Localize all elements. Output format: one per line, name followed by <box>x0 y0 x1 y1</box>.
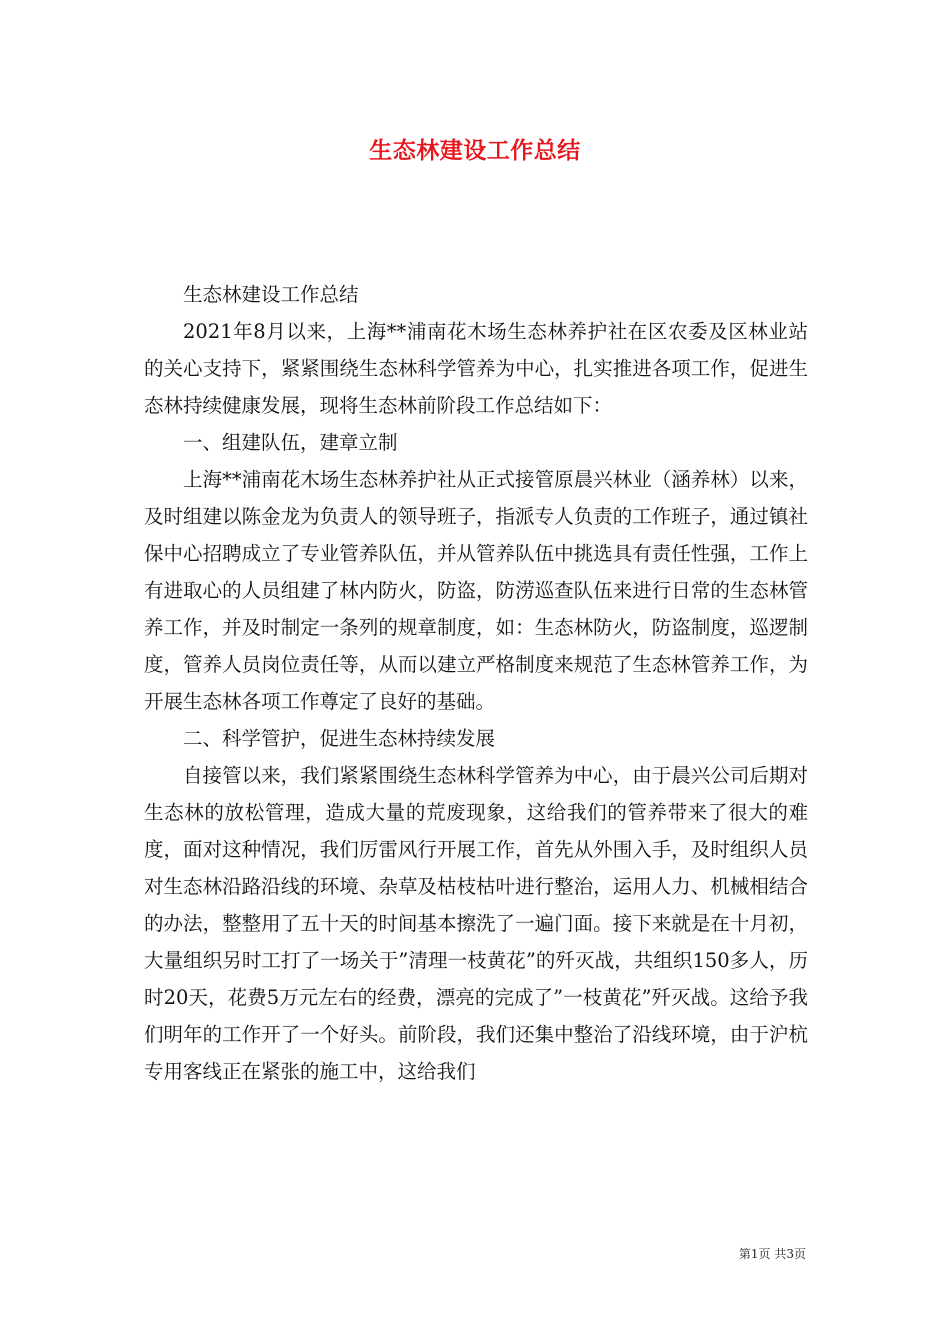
document-title: 生态林建设工作总结 <box>369 137 581 164</box>
paragraph-section-1: 上海**浦南花木场生态林养护社从正式接管原晨兴林业（涵养林）以来，及时组建以陈金龙为负责人的领导班子，指派专人负责的工作班子，通过镇社保中心招聘成立了专业管养队伍，并从管养队伍中挑选具有责任性强，工作上有进取心的人员组建了林内防火，防盗，防涝巡查队伍来进行日常的生态林管养工作，并及时制定一条列的规章制度，如：生态林防火，防盗制度，巡逻制度，管养人员岗位责任等，从而以建立严格制度来规范了生态林管养工作，为开展生态林各项工作尊定了良好的基础。 <box>144 468 808 713</box>
paragraph-heading: 生态林建设工作总结 <box>183 283 359 306</box>
paragraph-section-2: 自接管以来，我们紧紧围绕生态林科学管养为中心，由于晨兴公司后期对生态林的放松管理，造成大量的荒废现象，这给我们的管养带来了很大的难度，面对这种情况，我们厉雷风行开展工作，首先从外围入手，及时组织人员对生态林沿路沿线的环境、杂草及枯枝枯叶进行整治，运用人力、机械相结合的办法，整整用了五十天的时间基本擦洗了一遍门面。接下来就是在十月初，大量组织另时工打了一场关于”清理一枝黄花”的歼灭战，共组织150多人，历时20天，花费5万元左右的经费，漂亮的完成了”一枝黄花”歼灭战。这给予我们明年的工作开了一个好头。前阶段，我们还集中整治了沿线环境，由于沪杭专用客线正在紧张的施工中，这给我们 <box>144 764 808 1083</box>
paragraph-intro: 2021年8月以来，上海**浦南花木场生态林养护社在区农委及区林业站的关心支持下，紧紧围绕生态林科学管养为中心，扎实推进各项工作，促进生态林持续健康发展，现将生态林前阶段工作总结如下： <box>144 320 808 417</box>
page-number-footer: 第1页 共3页 <box>738 1247 806 1261</box>
section-heading-1: 一、组建队伍，建章立制 <box>183 431 398 454</box>
section-heading-2: 二、科学管护，促进生态林持续发展 <box>183 727 496 750</box>
document-body <box>144 276 808 1090</box>
